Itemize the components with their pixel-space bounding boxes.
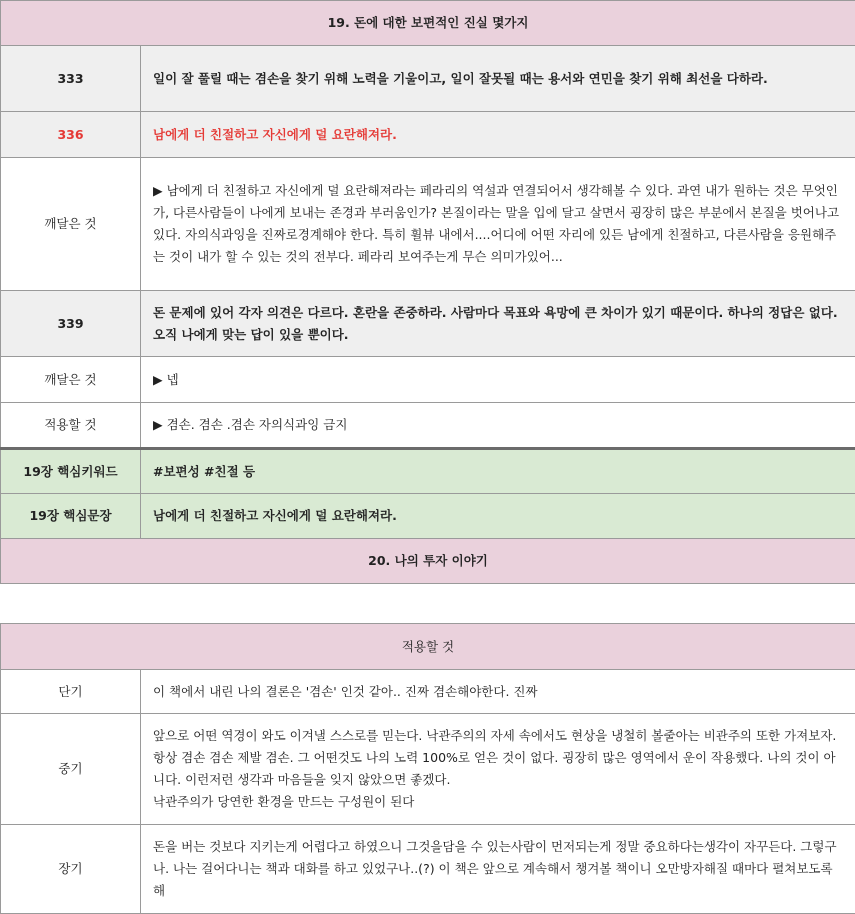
- table-row: [1, 825, 855, 914]
- keyword-text: #보편성 #친절 등: [141, 449, 855, 494]
- section-19-header-row: [1, 1, 855, 46]
- row-text: ▶ 겸손. 겸손 .겸손 자의식과잉 금지: [141, 403, 855, 449]
- section-19-header: 19. 돈에 대한 보편적인 진실 몇가지: [1, 1, 855, 46]
- row-label: 333: [1, 46, 141, 112]
- row-text: 이 책에서 내린 나의 결론은 '겸손' 인것 같아.. 진짜 겸손해야한다. 진짜: [141, 670, 855, 714]
- row-label: 단기: [1, 670, 141, 714]
- table-row: [1, 714, 855, 825]
- row-label: 깨달은 것: [1, 158, 141, 291]
- apply-header-row: [1, 624, 855, 670]
- keyword-label: 19장 핵심키워드: [1, 449, 141, 494]
- row-label: 336: [1, 112, 141, 158]
- row-text: 돈 문제에 있어 각자 의견은 다르다. 혼란을 존중하라. 사람마다 목표와 욕망에 큰 차이가 있기 때문이다. 하나의 정답은 없다. 오직 나에게 맞는 답이 있을 뿐이다.: [141, 291, 855, 357]
- apply-table: [0, 623, 855, 914]
- row-label: 중기: [1, 714, 141, 825]
- apply-header: 적용할 것: [1, 624, 855, 670]
- key-sentence-text: 남에게 더 친절하고 자신에게 덜 요란해져라.: [141, 494, 855, 539]
- table-row: [1, 357, 855, 403]
- row-label: 339: [1, 291, 141, 357]
- row-text: ▶ 남에게 더 친절하고 자신에게 덜 요란해져라는 페라리의 역설과 연결되어서 생각해볼 수 있다. 과연 내가 원하는 것은 무엇인가, 다른사람들이 나에게 보내는 존경과 부러움인가? 본질이라는 말을 입에 달고 살면서 굉장히 많은 부분에서 본질을 벗어나고 있다. 자의식과잉을 진짜로경계해야 한다. 특히 휠뷰 내에서....어디에 어떤 자리에 있든 남에게 친절하고, 다른사람을 응원해주는 것이 내가 할 수 있는 것의 전부다. 페라리 보여주는게 무슨 의미가있어...: [141, 158, 855, 291]
- row-text: 돈을 버는 것보다 지키는게 어렵다고 하였으니 그것을담을 수 있는사람이 먼저되는게 정말 중요하다는생각이 자꾸든다. 그렇구나. 나는 걸어다니는 책과 대화를 하고 있었구나..(?) 이 책은 앞으로 계속해서 챙겨볼 책이니 오만방자해질 때마다 펼쳐보도록 해: [141, 825, 855, 914]
- row-text: ▶ 넵: [141, 357, 855, 403]
- row-label: 장기: [1, 825, 141, 914]
- row-text: 일이 잘 풀릴 때는 겸손을 찾기 위해 노력을 기울이고, 일이 잘못될 때는 용서와 연민을 찾기 위해 최선을 다하라.: [141, 46, 855, 112]
- row-text-main: 앞으로 어떤 역경이 와도 이겨낼 스스로를 믿는다. 낙관주의의 자세 속에서도 현상을 냉철히 볼줄아는 비관주의 또한 가져보자. 항상 겸손 겸손 제발 겸손. 그 어떤것도 나의 노력 100%로 얻은 것이 없다. 굉장히 많은 영역에서 운이 작용했다. 나의 것이 아니다. 이런저런 생각과 마음들을 잊지 않았으면 좋겠다.: [153, 728, 837, 787]
- section-20-header-row: [1, 539, 855, 584]
- keyword-row: [1, 449, 855, 494]
- section-20-header: 20. 나의 투자 이야기: [1, 539, 855, 584]
- row-text: 남에게 더 친절하고 자신에게 덜 요란해져라.: [141, 112, 855, 158]
- key-sentence-label: 19장 핵심문장: [1, 494, 141, 539]
- table-row: [1, 112, 855, 158]
- row-label: 적용할 것: [1, 403, 141, 449]
- key-sentence-row: [1, 494, 855, 539]
- row-text: [141, 714, 855, 825]
- table-row: [1, 46, 855, 112]
- row-text-extra: 낙관주의가 당연한 환경을 만드는 구성원이 된다: [153, 794, 415, 809]
- row-label: 깨달은 것: [1, 357, 141, 403]
- table-row: [1, 670, 855, 714]
- table-row: [1, 403, 855, 449]
- table-row: [1, 158, 855, 291]
- table-row: [1, 291, 855, 357]
